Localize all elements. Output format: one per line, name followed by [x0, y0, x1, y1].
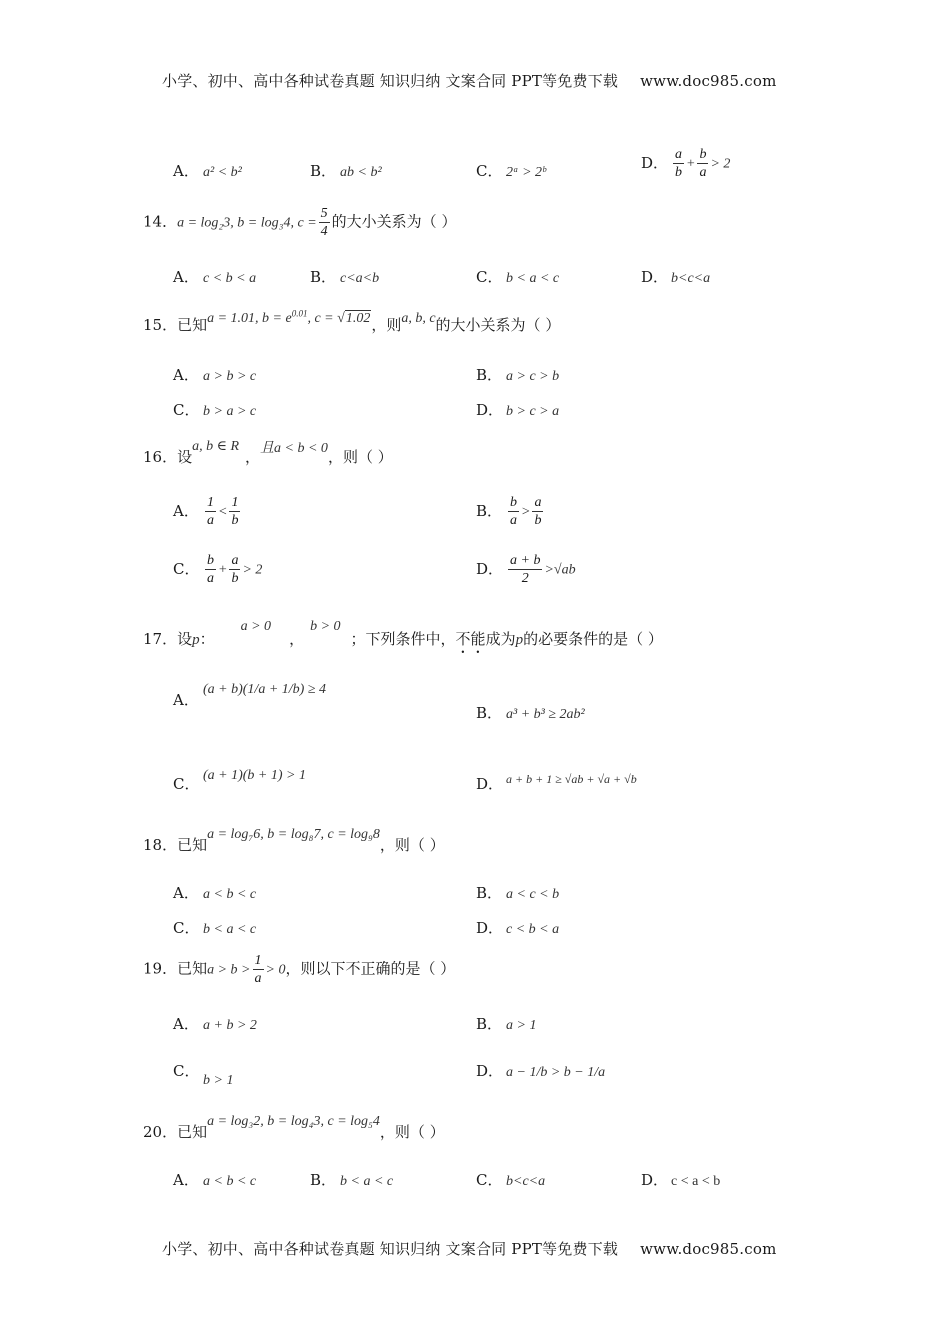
q13-option-a: A． a² < b² [173, 162, 242, 180]
q19-stem: 19．已知a > b > $\frac{1}{a}$ > 0，则以下不正确的是（ ） [143, 953, 456, 986]
q16-option-a: A． $\frac{1}{a}$ < $\frac{1}{b}$ [173, 495, 239, 528]
q17-option-c: C． (a + 1)(b + 1) > 1 [173, 768, 306, 793]
q18-option-d: D． c < b < a [476, 919, 560, 937]
q16-stem: 16．设a, b ∈ R，且a < b < 0，则（ ） [143, 439, 393, 466]
q18-option-a: A． a < b < c [173, 884, 257, 902]
page-header [162, 70, 802, 91]
q15-option-a: A． a > b > c [173, 366, 257, 384]
q19-option-a: A． a + b > 2 [173, 1015, 257, 1033]
q19-option-b: B． a > 1 [476, 1015, 537, 1033]
q17-option-b: B． a³ + b³ ≥ 2ab² [476, 704, 585, 722]
q18-option-b: B． a < c < b [476, 884, 560, 902]
footer-url[interactable]: www.doc985.com [640, 1240, 777, 1258]
q16-option-c: C． $\frac{b}{a}$ + $\frac{a}{b}$ > 2 [173, 553, 263, 586]
q17-emphasis: 不能 [455, 630, 486, 648]
q13-option-d: D． $\frac{a}{b}$ + $\frac{b}{a}$ > 2 [641, 147, 731, 180]
header-text: 小学、初中、高中各种试卷真题 知识归纳 文案合同 PPT等免费下载 [162, 72, 619, 90]
q16-option-b: B． $\frac{b}{a}$ > $\frac{a}{b}$ [476, 495, 542, 528]
q14-stem: 14．a = log₂3, b = log₃4, c = $\frac{5}{4}$ 的大小关系为（ ） [143, 206, 457, 239]
q15-option-c: C． b > a > c [173, 401, 257, 419]
q13-option-b: B． ab < b² [310, 162, 382, 180]
q15-option-d: D． b > c > a [476, 401, 560, 419]
q19-option-c: C．b > 1 [173, 1062, 234, 1088]
page-footer [162, 1238, 802, 1259]
q14-option-a: A． c < b < a [173, 268, 257, 286]
q20-stem: 20．已知a = log₃2, b = log₄3, c = log₅4，则（ ） [143, 1114, 445, 1141]
q18-stem: 18．已知a = log₇6, b = log₈7, c = log₉8，则（ ） [143, 827, 445, 854]
q20-option-a: A． a < b < c [173, 1171, 257, 1189]
q16-option-d: D． $\frac{a + b}{2}$ >√ab [476, 553, 576, 586]
q15-stem: 15．已知a = 1.01, $b = e^{0.01}$, c = √1.02，则a, b, c的大小关系为（ ） [143, 308, 561, 334]
q14-option-c: C． b < a < c [476, 268, 560, 286]
q15-option-b: B． a > c > b [476, 366, 560, 384]
q14-option-b: B． c<a<b [310, 268, 380, 286]
q17-option-d: D． $^{a + b + 1 \ge √ab + √a + √b}$ [476, 772, 637, 793]
footer-text: 小学、初中、高中各种试卷真题 知识归纳 文案合同 PPT等免费下载 [162, 1240, 619, 1258]
q19-option-d: D． a − 1/b > b − 1/a [476, 1062, 606, 1080]
q13-option-c: C． 2ᵃ > 2ᵇ [476, 162, 546, 180]
q20-option-b: B． b < a < c [310, 1171, 394, 1189]
header-url[interactable]: www.doc985.com [640, 72, 777, 90]
q17-option-a: A．(a + b)(1/a + 1/b) ≥ 4 [173, 682, 327, 709]
q20-option-d: D． c < a < b [641, 1171, 721, 1189]
q20-option-c: C． b<c<a [476, 1171, 546, 1189]
q17-stem: 17．设p：a > 0，b > 0；下列条件中，不能成为p的必要条件的是（ ） [143, 619, 663, 648]
q18-option-c: C． b < a < c [173, 919, 257, 937]
q14-option-d: D． b<c<a [641, 268, 711, 286]
